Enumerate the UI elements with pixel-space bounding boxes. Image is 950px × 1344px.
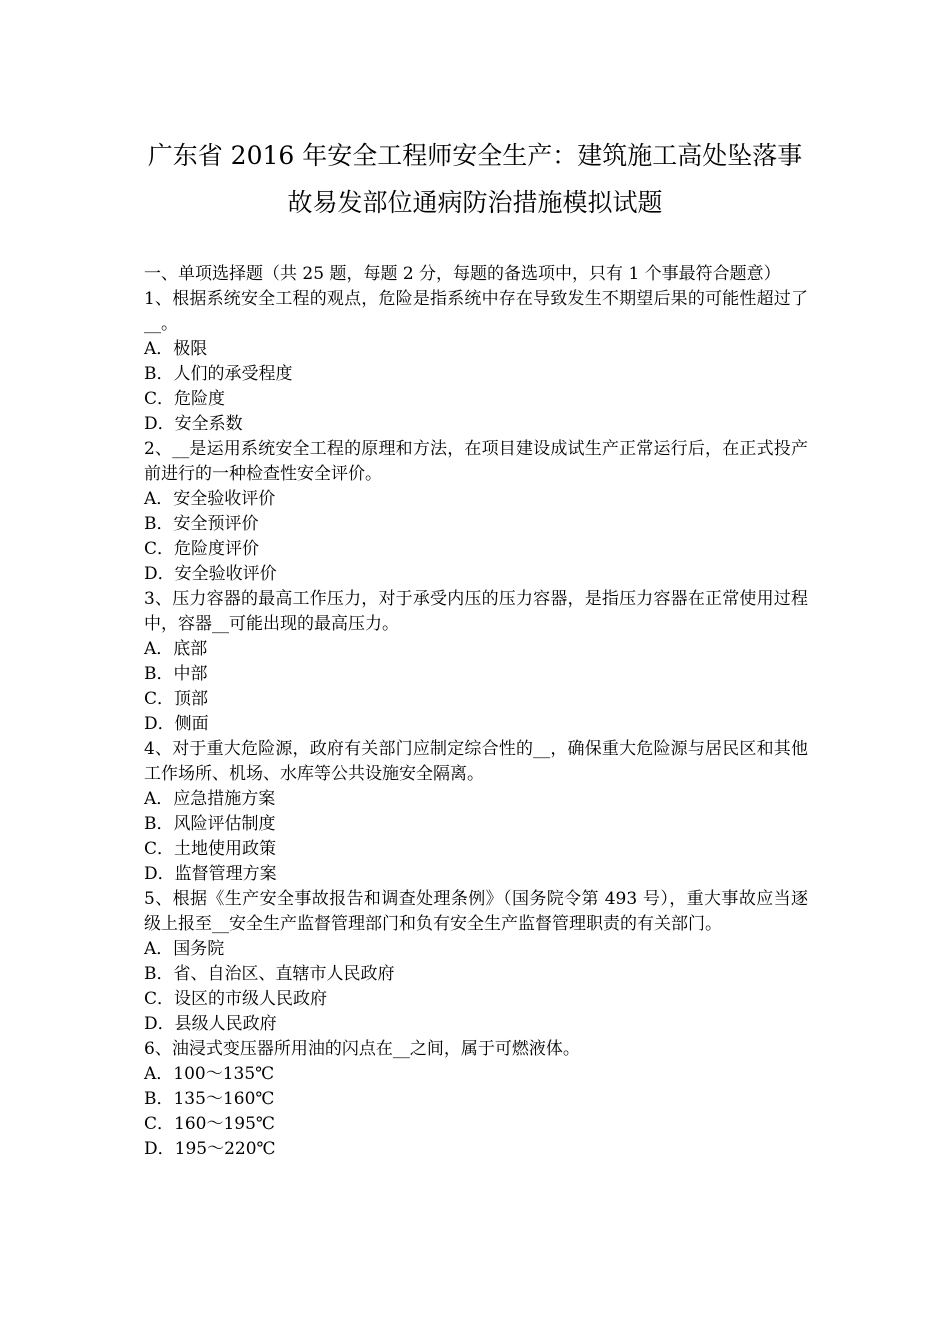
option-b: B．安全预评价 bbox=[144, 514, 259, 534]
option-b: B．人们的承受程度 bbox=[144, 364, 293, 384]
option-c: C．设区的市级人民政府 bbox=[144, 989, 328, 1009]
question-2 bbox=[144, 437, 808, 587]
question-stem: 1、根据系统安全工程的观点，危险是指系统中存在导致发生不期望后果的可能性超过了__。 bbox=[144, 289, 808, 334]
option-d: D．安全系数 bbox=[144, 414, 243, 434]
question-6 bbox=[144, 1037, 808, 1162]
option-b: B．省、自治区、直辖市人民政府 bbox=[144, 964, 395, 984]
option-d: D．安全验收评价 bbox=[144, 564, 277, 584]
option-b: B．风险评估制度 bbox=[144, 814, 276, 834]
option-c: C．160～195℃ bbox=[144, 1114, 275, 1134]
title-line-2: 故易发部位通病防治措施模拟试题 bbox=[287, 188, 663, 217]
option-a: A．应急措施方案 bbox=[144, 789, 276, 809]
option-a: A．底部 bbox=[144, 639, 208, 659]
option-c: C．危险度 bbox=[144, 389, 226, 409]
title-line-1: 广东省 2016 年安全工程师安全生产：建筑施工高处坠落事 bbox=[147, 141, 803, 170]
option-c: C．危险度评价 bbox=[144, 539, 260, 559]
question-1 bbox=[144, 287, 808, 437]
option-c: C．顶部 bbox=[144, 689, 209, 709]
question-3 bbox=[144, 587, 808, 737]
option-d: D．侧面 bbox=[144, 714, 209, 734]
question-stem: 6、油浸式变压器所用油的闪点在__之间，属于可燃液体。 bbox=[144, 1039, 580, 1059]
option-a: A．国务院 bbox=[144, 939, 225, 959]
option-c: C．土地使用政策 bbox=[144, 839, 277, 859]
section-heading: 一、单项选择题（共 25 题，每题 2 分，每题的备选项中，只有 1 个事最符合题意） bbox=[144, 264, 781, 284]
question-stem: 5、根据《生产安全事故报告和调查处理条例》（国务院令第 493 号），重大事故应当逐级上报至__安全生产监督管理部门和负有安全生产监督管理职责的有关部门。 bbox=[144, 889, 808, 934]
question-stem: 3、压力容器的最高工作压力，对于承受内压的压力容器，是指压力容器在正常使用过程中，容器__可能出现的最高压力。 bbox=[144, 589, 808, 634]
option-d: D．县级人民政府 bbox=[144, 1014, 277, 1034]
option-a: A．极限 bbox=[144, 339, 208, 359]
option-b: B．中部 bbox=[144, 664, 208, 684]
option-a: A．100～135℃ bbox=[144, 1064, 275, 1084]
question-4 bbox=[144, 737, 808, 887]
document-body bbox=[144, 262, 808, 1162]
question-stem: 4、对于重大危险源，政府有关部门应制定综合性的__，确保重大危险源与居民区和其他工作场所、机场、水库等公共设施安全隔离。 bbox=[144, 739, 808, 784]
option-d: D．监督管理方案 bbox=[144, 864, 277, 884]
option-b: B．135～160℃ bbox=[144, 1089, 275, 1109]
question-stem: 2、__是运用系统安全工程的原理和方法，在项目建设成试生产正常运行后，在正式投产前进行的一种检查性安全评价。 bbox=[144, 439, 808, 484]
option-d: D．195～220℃ bbox=[144, 1139, 276, 1159]
option-a: A．安全验收评价 bbox=[144, 489, 276, 509]
document-title bbox=[130, 132, 820, 226]
question-5 bbox=[144, 887, 808, 1037]
